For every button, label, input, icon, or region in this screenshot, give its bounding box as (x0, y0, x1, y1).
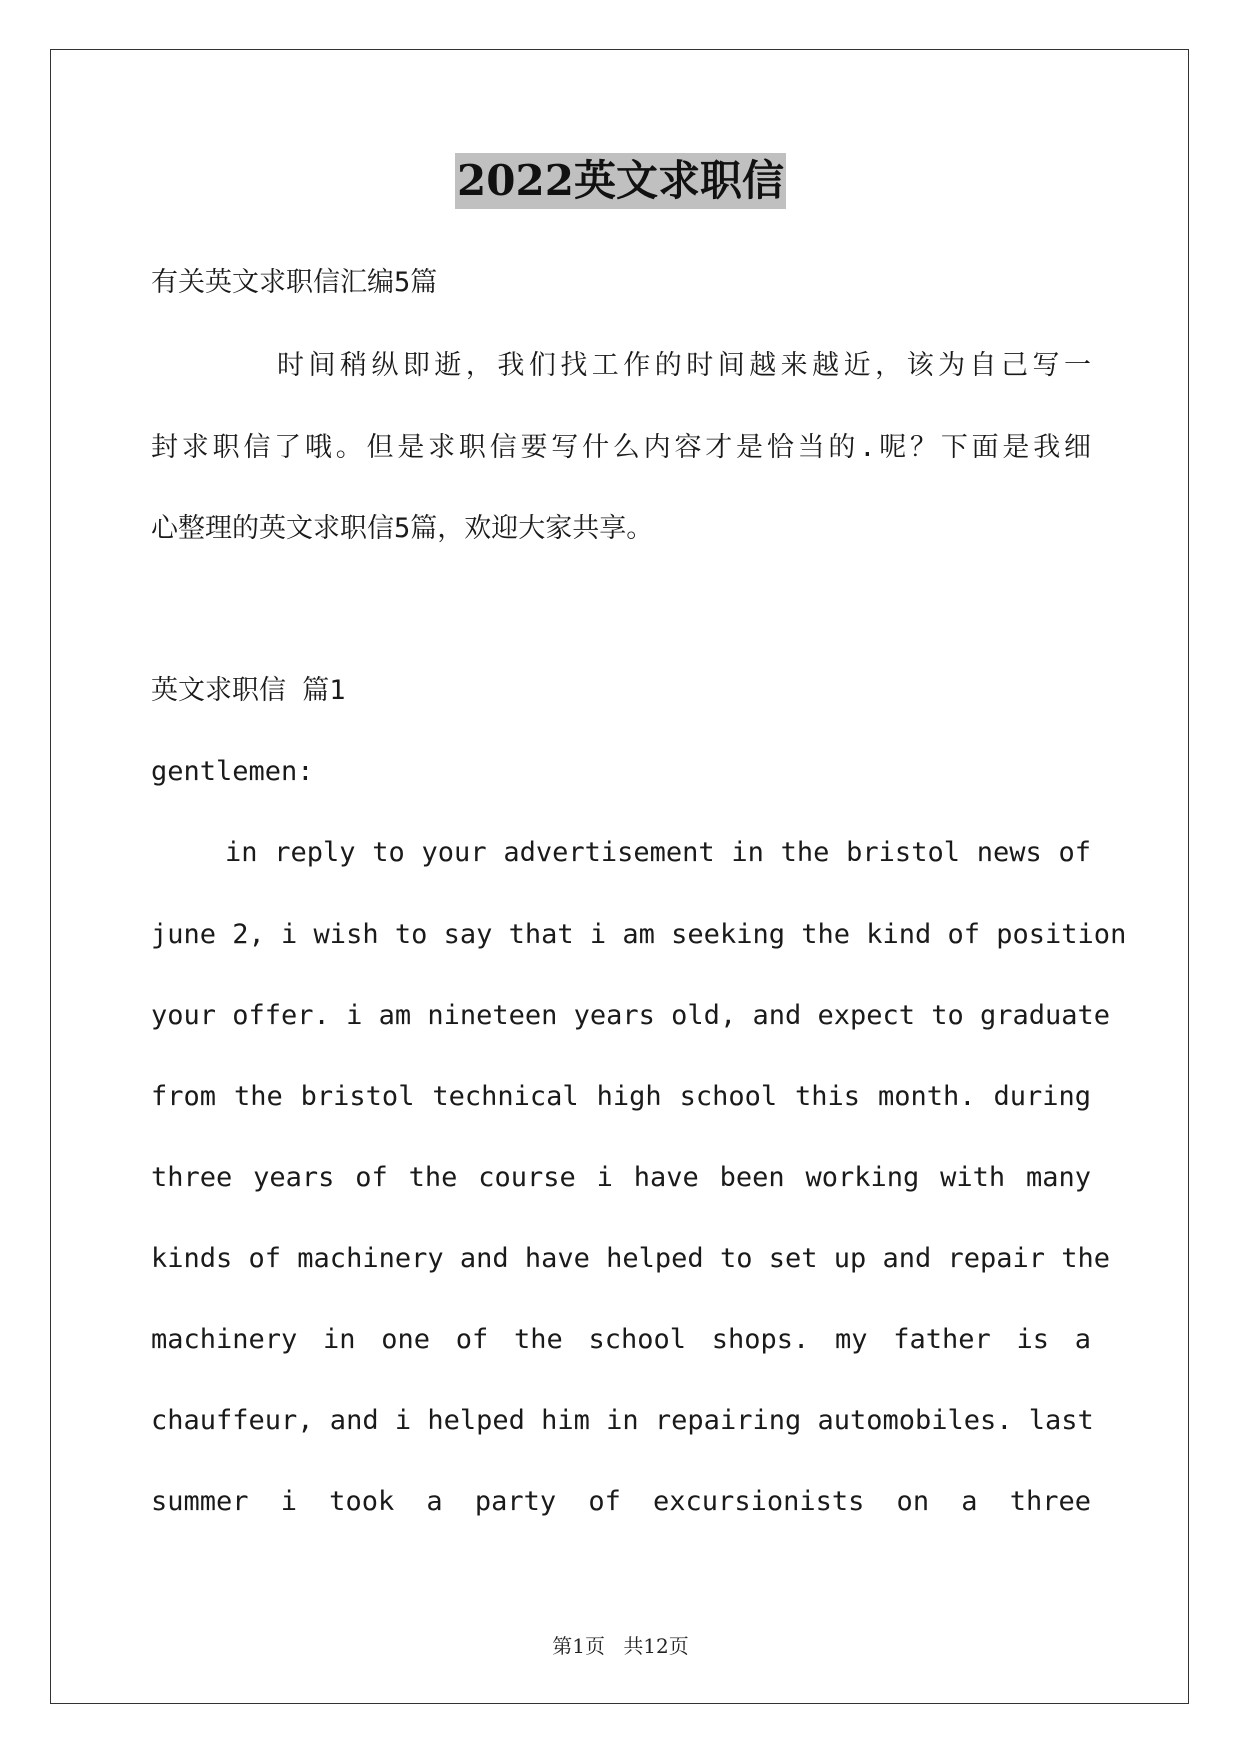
letter-line: chauffeur, and i helped him in repairing automobiles. last (151, 1405, 1094, 1436)
letter-line: machinery in one of the school shops. my father is a (151, 1324, 1091, 1355)
intro-line: 时间稍纵即逝，我们找工作的时间越来越近，该为自己写一 (277, 350, 1091, 381)
letter-line: three years of the course i have been working with many (151, 1162, 1091, 1193)
page-footer (0, 1630, 1241, 1659)
letter-line: your offer. i am nineteen years old, and expect to graduate (151, 1000, 1111, 1031)
letter-line: kinds of machinery and have helped to set up and repair the (151, 1243, 1111, 1274)
page-number: 第1页 (552, 1634, 605, 1658)
letter-salutation: gentlemen: (151, 756, 314, 787)
section-heading: 英文求职信 篇1 (151, 675, 346, 706)
document-title: 2022英文求职信 (455, 153, 786, 209)
page-total: 共12页 (623, 1634, 689, 1658)
title-container (0, 153, 1241, 209)
document-subtitle: 有关英文求职信汇编5篇 (151, 267, 438, 298)
letter-line: in reply to your advertisement in the bristol news of (225, 837, 1091, 868)
intro-line: 心整理的英文求职信5篇，欢迎大家共享。 (151, 513, 654, 544)
letter-line: june 2, i wish to say that i am seeking the kind of position (151, 919, 1127, 950)
intro-line: 封求职信了哦。但是求职信要写什么内容才是恰当的.呢？下面是我细 (151, 432, 1091, 463)
letter-line: from the bristol technical high school this month. during (151, 1081, 1091, 1112)
letter-line: summer i took a party of excursionists on a three (151, 1486, 1091, 1517)
